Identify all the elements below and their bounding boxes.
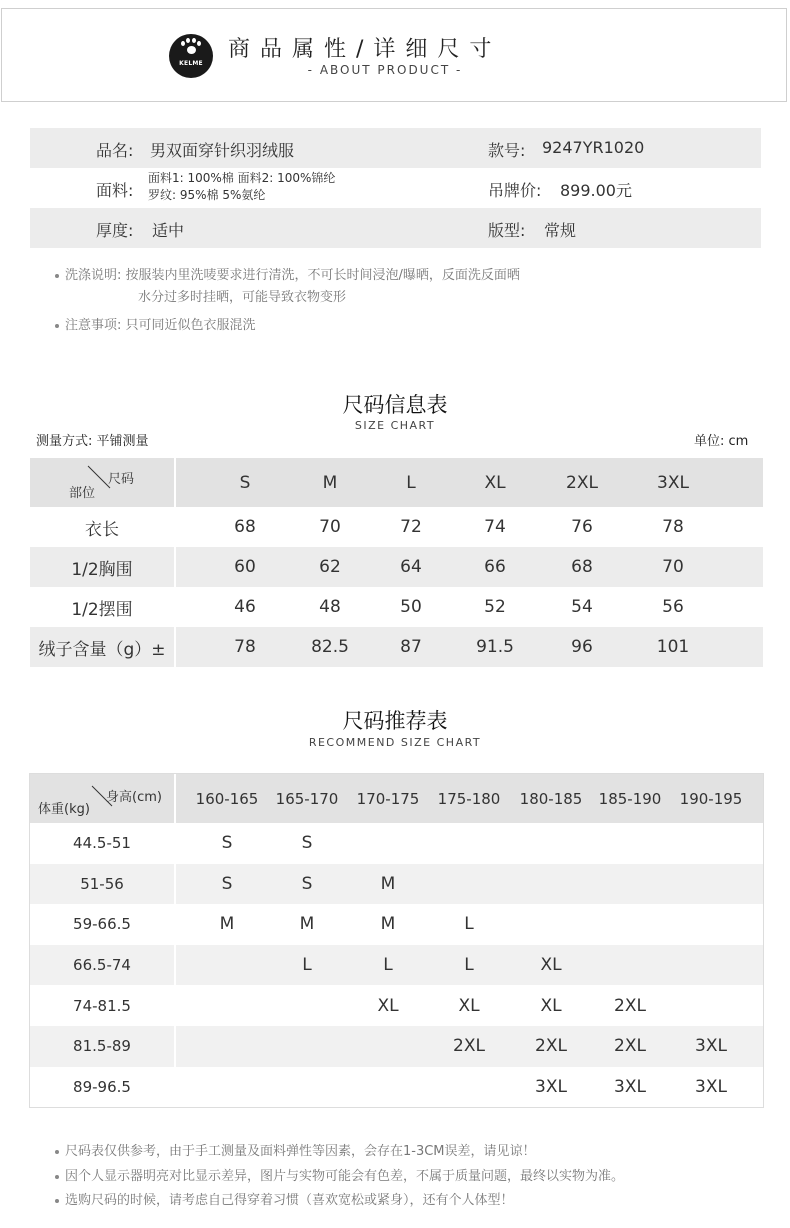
column-divider bbox=[174, 458, 176, 507]
wash-label: 洗涤说明: bbox=[65, 268, 122, 283]
column-divider bbox=[174, 1026, 176, 1067]
wash-line-1: 按服装内里洗唛要求进行清洗，不可长时间浸泡/曝晒，反面洗反面晒 bbox=[125, 268, 520, 283]
table-row bbox=[30, 1067, 763, 1108]
size-header-XL: XL bbox=[484, 472, 506, 493]
column-divider bbox=[174, 985, 176, 1026]
fit-label: 版型: bbox=[488, 221, 526, 240]
name-value: 男双面穿针织羽绒服 bbox=[150, 141, 295, 160]
bullet-dot bbox=[55, 1150, 59, 1154]
table-cell: 66 bbox=[484, 557, 506, 577]
table-cell: 82.5 bbox=[311, 637, 349, 657]
column-divider bbox=[174, 1067, 176, 1108]
table-row bbox=[30, 864, 763, 905]
height-header: 185-190 bbox=[598, 789, 662, 808]
weight-label: 66.5-74 bbox=[73, 956, 131, 975]
table-row bbox=[30, 823, 763, 864]
weight-label: 74-81.5 bbox=[73, 996, 131, 1015]
table-cell: 52 bbox=[484, 597, 506, 617]
size-header-S: S bbox=[239, 472, 251, 493]
caution-note bbox=[55, 314, 256, 333]
thickness-value: 适中 bbox=[152, 221, 185, 240]
height-header: 180-185 bbox=[519, 789, 583, 808]
recommend-header-row bbox=[30, 774, 763, 823]
table-cell: 70 bbox=[319, 517, 341, 537]
size-recommendation: M bbox=[219, 914, 235, 935]
column-divider bbox=[174, 823, 176, 864]
attr-row-fabric bbox=[30, 168, 761, 208]
size-recommendation: 2XL bbox=[535, 1036, 567, 1057]
table-cell: 68 bbox=[571, 557, 593, 577]
size-recommendation: S bbox=[301, 833, 313, 854]
brand-logo-text: KELME bbox=[179, 60, 203, 67]
fit-value: 常规 bbox=[544, 221, 577, 240]
row-label: 衣长 bbox=[85, 519, 119, 540]
size-recommendation: M bbox=[380, 873, 396, 894]
attr-row-name bbox=[30, 128, 761, 168]
size-recommendation: L bbox=[464, 955, 474, 976]
bullet-dot bbox=[55, 274, 59, 278]
table-cell: 70 bbox=[662, 557, 684, 577]
recommend-corner bbox=[30, 774, 174, 823]
footnote-1 bbox=[55, 1140, 536, 1159]
table-cell: 64 bbox=[400, 557, 422, 577]
footnote-2-text: 因个人显示器明亮对比显示差异，图片与实物可能会有色差，不属于质量问题，最终以实物为准。 bbox=[65, 1169, 625, 1184]
table-row bbox=[30, 1026, 763, 1067]
size-header-M: M bbox=[322, 472, 338, 493]
caution-label: 注意事项: bbox=[65, 318, 122, 333]
table-cell: 87 bbox=[400, 637, 422, 657]
table-cell: 76 bbox=[571, 517, 593, 537]
size-recommendation: L bbox=[302, 955, 312, 976]
thickness-label: 厚度: bbox=[96, 221, 134, 240]
recommend-subtitle: RECOMMEND SIZE CHART bbox=[308, 736, 482, 749]
table-cell: 78 bbox=[662, 517, 684, 537]
bullet-dot bbox=[55, 1175, 59, 1179]
size-header-3XL: 3XL bbox=[657, 472, 689, 493]
brand-logo bbox=[169, 34, 213, 78]
size-recommendation: XL bbox=[377, 995, 399, 1016]
size-recommendation: 2XL bbox=[453, 1036, 485, 1057]
size-chart-subtitle: SIZE CHART bbox=[354, 419, 436, 432]
table-cell: 74 bbox=[484, 517, 506, 537]
style-no-label: 款号: bbox=[488, 141, 526, 160]
size-recommendation: 3XL bbox=[614, 1076, 646, 1097]
column-divider bbox=[174, 547, 176, 587]
weight-label: 81.5-89 bbox=[73, 1037, 131, 1056]
price-value: 899.00元 bbox=[560, 181, 632, 200]
fabric-label: 面料: bbox=[96, 181, 134, 200]
table-cell: 50 bbox=[400, 597, 422, 617]
corner-size-label: 尺码 bbox=[108, 472, 135, 487]
footnote-2 bbox=[55, 1165, 624, 1184]
height-header: 175-180 bbox=[437, 789, 501, 808]
row-label: 1/2胸围 bbox=[71, 559, 133, 580]
table-cell: 60 bbox=[234, 557, 256, 577]
size-recommendation: 3XL bbox=[535, 1076, 567, 1097]
caution-text: 只可同近似色衣服混洗 bbox=[125, 318, 256, 333]
table-row bbox=[30, 945, 763, 986]
footnote-3-text: 选购尺码的时候，请考虑自己得穿着习惯（喜欢宽松或紧身），还有个人体型！ bbox=[65, 1193, 514, 1208]
page-subtitle: - ABOUT PRODUCT - bbox=[307, 63, 463, 77]
size-recommendation: L bbox=[383, 955, 393, 976]
size-recommendation: XL bbox=[540, 995, 562, 1016]
column-divider bbox=[174, 774, 176, 823]
table-cell: 54 bbox=[571, 597, 593, 617]
size-recommendation: S bbox=[221, 833, 233, 854]
bullet-dot bbox=[55, 1199, 59, 1203]
weight-label: 59-66.5 bbox=[73, 915, 131, 934]
height-header: 165-170 bbox=[275, 789, 339, 808]
size-recommendation: 2XL bbox=[614, 1036, 646, 1057]
style-no-value: 9247YR1020 bbox=[542, 138, 645, 157]
column-divider bbox=[174, 945, 176, 986]
size-chart-corner bbox=[30, 458, 174, 507]
size-recommendation: S bbox=[301, 873, 313, 894]
height-header: 190-195 bbox=[679, 789, 743, 808]
column-divider bbox=[174, 904, 176, 945]
row-label: 1/2摆围 bbox=[71, 599, 133, 620]
table-cell: 78 bbox=[234, 637, 256, 657]
size-recommendation: M bbox=[380, 914, 396, 935]
table-row bbox=[30, 904, 763, 945]
footnote-3 bbox=[55, 1189, 514, 1208]
height-header: 160-165 bbox=[195, 789, 259, 808]
size-chart-header-row bbox=[30, 458, 763, 507]
table-cell: 101 bbox=[656, 637, 690, 657]
table-row bbox=[30, 985, 763, 1026]
corner-weight-label: 体重(kg) bbox=[38, 802, 90, 817]
name-label: 品名: bbox=[96, 141, 134, 160]
weight-label: 89-96.5 bbox=[73, 1077, 131, 1096]
page-title: 商品属性/详细尺寸 bbox=[228, 37, 502, 62]
table-cell: 91.5 bbox=[476, 637, 514, 657]
table-cell: 46 bbox=[234, 597, 256, 617]
table-cell: 56 bbox=[662, 597, 684, 617]
measure-method: 测量方式: 平铺测量 bbox=[36, 434, 149, 449]
table-cell: 62 bbox=[319, 557, 341, 577]
table-row bbox=[30, 627, 763, 667]
table-cell: 48 bbox=[319, 597, 341, 617]
column-divider bbox=[174, 864, 176, 905]
table-row bbox=[30, 547, 763, 587]
table-cell: 68 bbox=[234, 517, 256, 537]
table-row bbox=[30, 507, 763, 547]
size-recommendation: 2XL bbox=[614, 995, 646, 1016]
footnote-1-text: 尺码表仅供参考，由于手工测量及面料弹性等因素，会存在1-3CM误差，请见谅！ bbox=[65, 1144, 536, 1159]
recommend-title: 尺码推荐表 bbox=[342, 709, 448, 733]
price-label: 吊牌价: bbox=[488, 181, 542, 200]
fabric-line-1: 面料1: 100%棉 面料2: 100%锦纶 bbox=[148, 171, 336, 185]
unit-label: 单位: cm bbox=[694, 434, 749, 449]
column-divider bbox=[174, 507, 176, 547]
fabric-line-2: 罗纹: 95%棉 5%氨纶 bbox=[148, 188, 266, 202]
height-header: 170-175 bbox=[356, 789, 420, 808]
size-recommendation: S bbox=[221, 873, 233, 894]
size-header-2XL: 2XL bbox=[566, 472, 598, 493]
weight-label: 44.5-51 bbox=[73, 834, 131, 853]
attr-row-thickness bbox=[30, 208, 761, 248]
table-cell: 72 bbox=[400, 517, 422, 537]
size-chart-title: 尺码信息表 bbox=[342, 393, 448, 417]
weight-label: 51-56 bbox=[80, 874, 124, 893]
table-cell: 96 bbox=[571, 637, 593, 657]
size-recommendation: XL bbox=[540, 955, 562, 976]
row-label: 绒子含量（g）± bbox=[38, 639, 166, 660]
corner-height-label: 身高(cm) bbox=[106, 790, 162, 805]
wash-note bbox=[55, 264, 520, 283]
size-recommendation: L bbox=[464, 914, 474, 935]
size-recommendation: M bbox=[299, 914, 315, 935]
size-recommendation: 3XL bbox=[695, 1076, 727, 1097]
column-divider bbox=[174, 587, 176, 627]
size-header-L: L bbox=[406, 472, 416, 493]
size-recommendation: XL bbox=[458, 995, 480, 1016]
column-divider bbox=[174, 627, 176, 667]
corner-part-label: 部位 bbox=[69, 486, 96, 501]
table-row bbox=[30, 587, 763, 627]
size-recommendation: 3XL bbox=[695, 1036, 727, 1057]
wash-line-2: 水分过多时挂晒，可能导致衣物变形 bbox=[138, 290, 347, 305]
bullet-dot bbox=[55, 324, 59, 328]
